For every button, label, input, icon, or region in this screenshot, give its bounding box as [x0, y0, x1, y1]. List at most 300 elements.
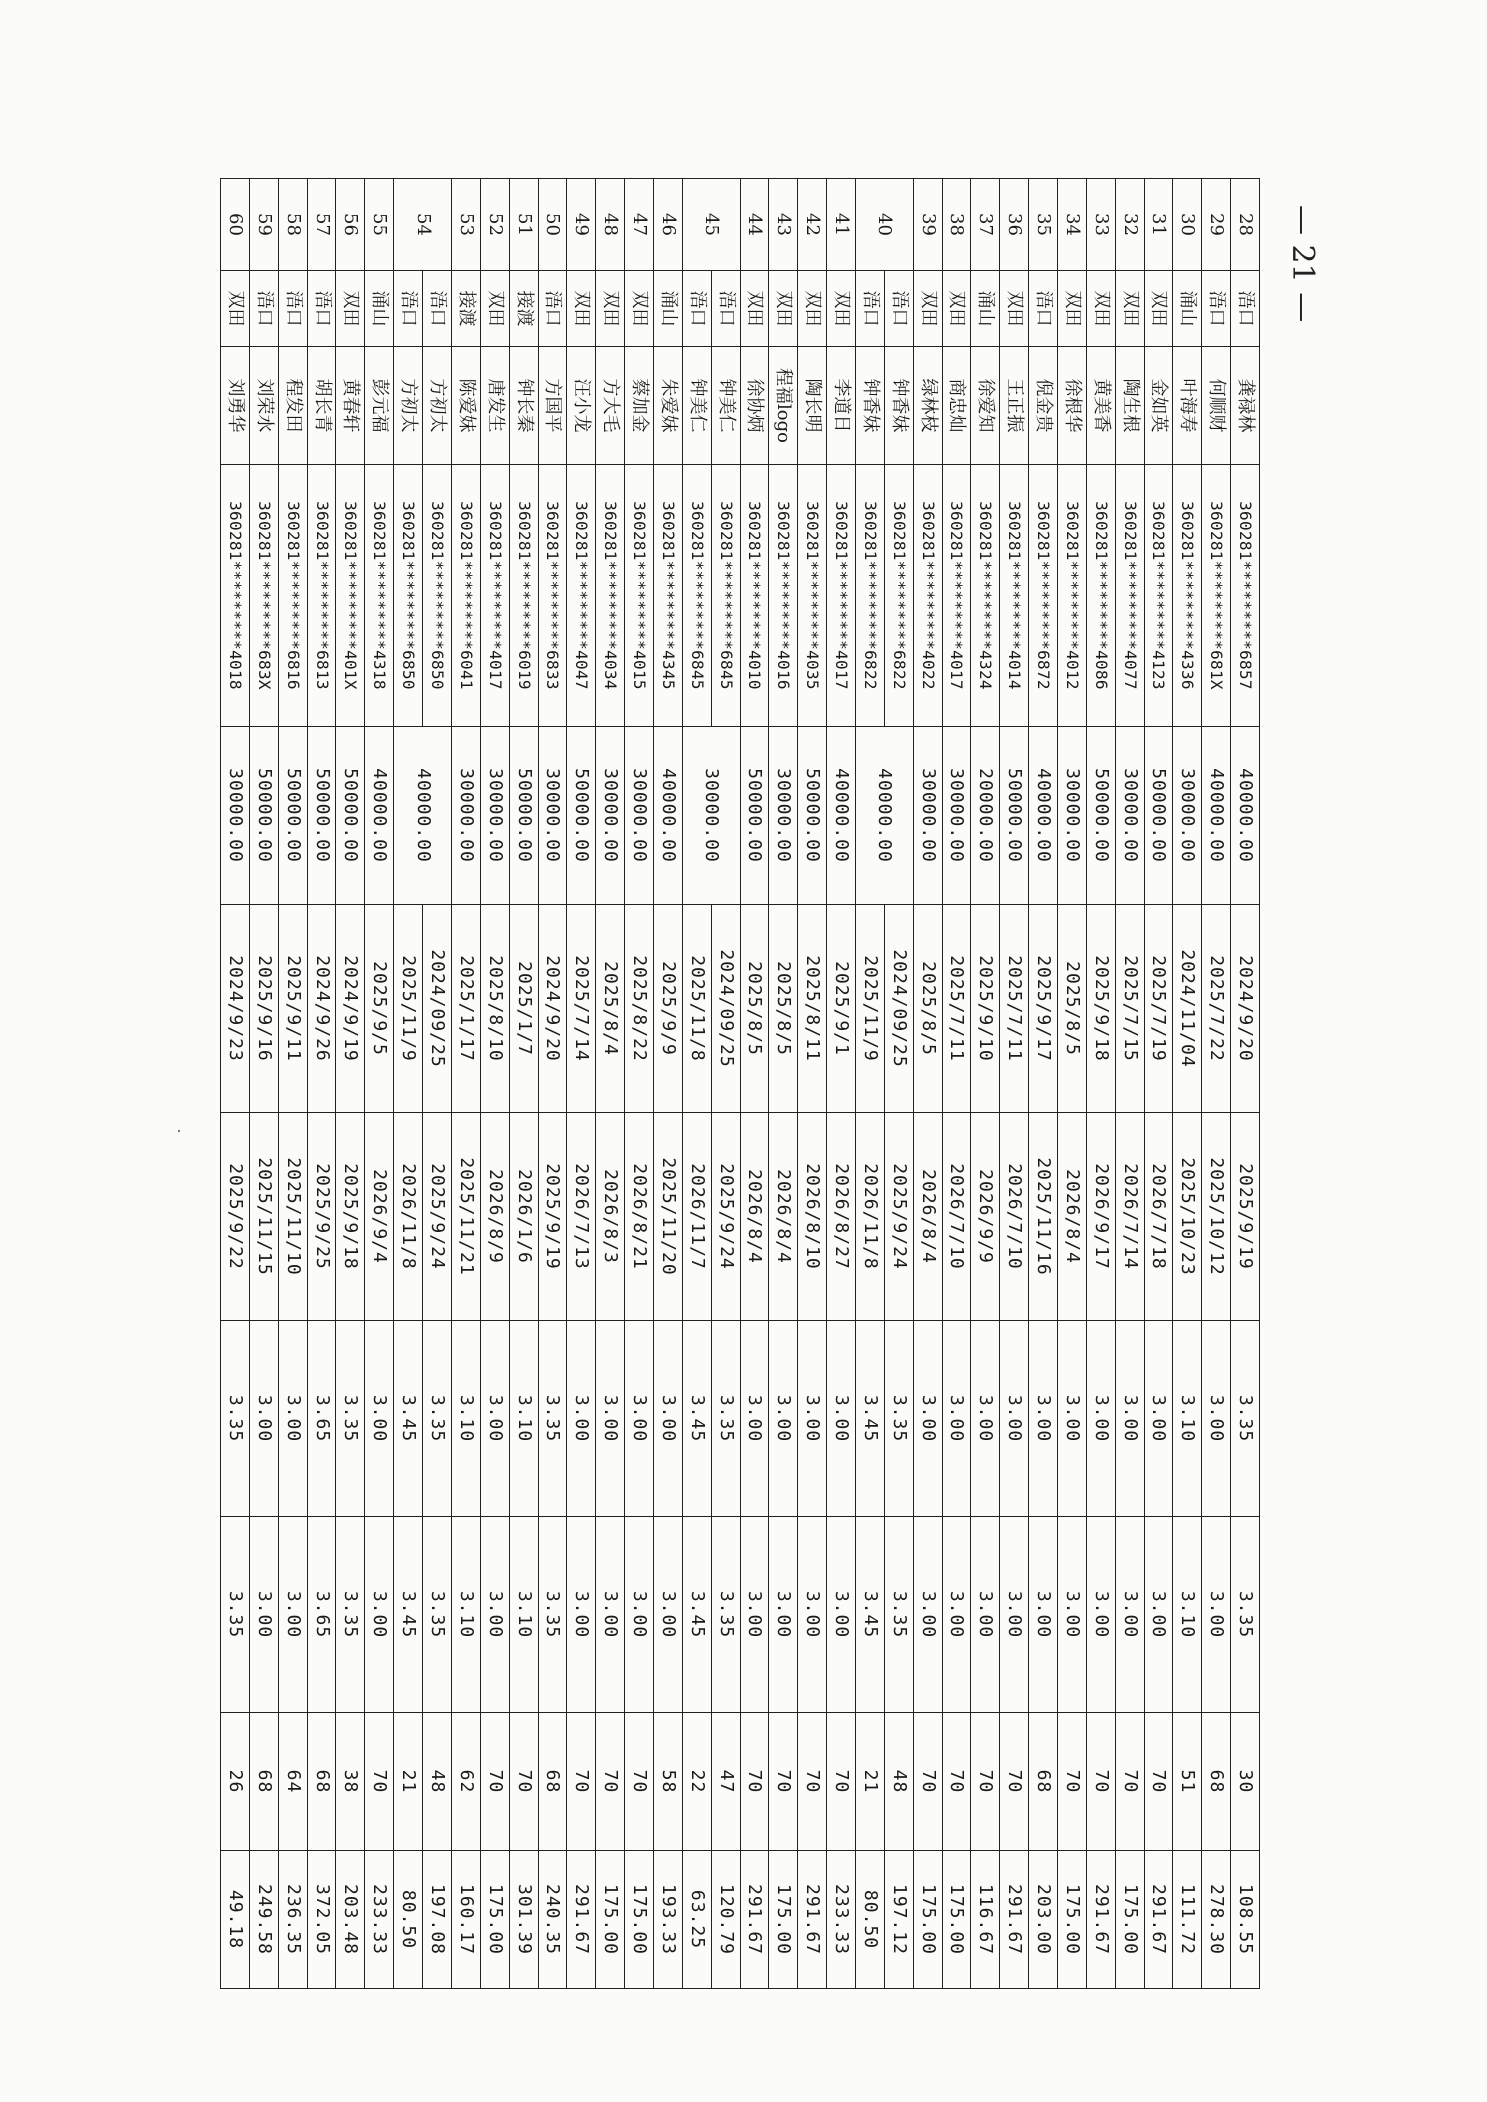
cell-name: 绿林枝 — [913, 347, 942, 465]
cell-idx: 55 — [365, 179, 394, 271]
cell-name: 蔡加金 — [625, 347, 654, 465]
cell-idx: 49 — [567, 179, 596, 271]
cell-days: 70 — [740, 1713, 769, 1851]
cell-days: 70 — [913, 1713, 942, 1851]
cell-town: 涌山 — [971, 271, 1000, 347]
cell-start: 2025/7/19 — [1144, 905, 1173, 1113]
cell-interest: 49.18 — [221, 1851, 250, 1989]
cell-idx: 37 — [971, 179, 1000, 271]
cell-name: 彭元福 — [365, 347, 394, 465]
cell-rate2: 3.00 — [249, 1517, 278, 1713]
cell-rate1: 3.45 — [682, 1321, 711, 1517]
table-row — [827, 179, 856, 1989]
cell-id: 360281*********401X — [336, 465, 365, 727]
cell-amount: 50000.00 — [1144, 727, 1173, 905]
cell-idx: 32 — [1115, 179, 1144, 271]
cell-town: 双田 — [1115, 271, 1144, 347]
cell-start: 2025/9/9 — [653, 905, 682, 1113]
cell-amount: 40000.00 — [1029, 727, 1058, 905]
cell-town: 涌山 — [1173, 271, 1202, 347]
cell-rate2: 3.45 — [855, 1517, 884, 1713]
cell-idx: 42 — [798, 179, 827, 271]
cell-name: 黄春轩 — [336, 347, 365, 465]
cell-days: 22 — [682, 1713, 711, 1851]
cell-town: 双田 — [769, 271, 798, 347]
cell-interest: 175.00 — [480, 1851, 509, 1989]
cell-idx: 52 — [480, 179, 509, 271]
cell-start: 2024/9/20 — [538, 905, 567, 1113]
cell-end: 2026/8/21 — [625, 1113, 654, 1321]
cell-rate1: 3.35 — [336, 1321, 365, 1517]
cell-name: 钟美仁 — [711, 347, 740, 465]
cell-rate1: 3.35 — [711, 1321, 740, 1517]
cell-town: 双田 — [567, 271, 596, 347]
cell-town: 接渡 — [451, 271, 480, 347]
cell-town: 双田 — [625, 271, 654, 347]
cell-idx: 50 — [538, 179, 567, 271]
cell-rate2: 3.00 — [1202, 1517, 1231, 1713]
cell-interest: 301.39 — [509, 1851, 538, 1989]
cell-start: 2025/7/15 — [1115, 905, 1144, 1113]
cell-rate2: 3.35 — [1231, 1517, 1260, 1713]
cell-idx: 57 — [307, 179, 336, 271]
table-row — [509, 179, 538, 1989]
cell-rate2: 3.10 — [509, 1517, 538, 1713]
cell-name: 朱爱妹 — [653, 347, 682, 465]
cell-name: 刘勇华 — [221, 347, 250, 465]
cell-rate1: 3.00 — [769, 1321, 798, 1517]
table-row — [653, 179, 682, 1989]
cell-interest: 193.33 — [653, 1851, 682, 1989]
cell-amount: 40000.00 — [653, 727, 682, 905]
cell-town: 双田 — [1057, 271, 1086, 347]
cell-days: 47 — [711, 1713, 740, 1851]
cell-id: 360281*********6019 — [509, 465, 538, 727]
cell-idx: 28 — [1231, 179, 1260, 271]
cell-days: 48 — [884, 1713, 913, 1851]
cell-rate2: 3.35 — [423, 1517, 452, 1713]
cell-days: 70 — [480, 1713, 509, 1851]
cell-start: 2025/8/5 — [1057, 905, 1086, 1113]
cell-days: 70 — [567, 1713, 596, 1851]
cell-town: 双田 — [1086, 271, 1115, 347]
cell-start: 2025/9/16 — [249, 905, 278, 1113]
cell-town: 双田 — [336, 271, 365, 347]
cell-start: 2024/09/25 — [711, 905, 740, 1113]
cell-interest: 160.17 — [451, 1851, 480, 1989]
cell-id: 360281*********4016 — [769, 465, 798, 727]
cell-town: 浯口 — [307, 271, 336, 347]
cell-amount: 30000.00 — [480, 727, 509, 905]
cell-amount: 30000.00 — [538, 727, 567, 905]
interest-table — [220, 178, 1260, 1989]
cell-rate2: 3.00 — [653, 1517, 682, 1713]
cell-rate1: 3.00 — [971, 1321, 1000, 1517]
cell-start: 2024/11/04 — [1173, 905, 1202, 1113]
cell-id: 360281*********4035 — [798, 465, 827, 727]
cell-days: 68 — [1202, 1713, 1231, 1851]
cell-idx: 29 — [1202, 179, 1231, 271]
cell-name: 钟美仁 — [682, 347, 711, 465]
cell-rate2: 3.00 — [913, 1517, 942, 1713]
cell-idx: 44 — [740, 179, 769, 271]
cell-town: 涌山 — [365, 271, 394, 347]
cell-id: 360281*********4010 — [740, 465, 769, 727]
cell-end: 2025/9/18 — [336, 1113, 365, 1321]
cell-rate1: 3.35 — [1231, 1321, 1260, 1517]
cell-id: 360281*********4077 — [1115, 465, 1144, 727]
cell-end: 2025/9/24 — [423, 1113, 452, 1321]
cell-amount: 40000.00 — [1202, 727, 1231, 905]
cell-rate1: 3.45 — [394, 1321, 423, 1517]
cell-town: 双田 — [1144, 271, 1173, 347]
cell-start: 2025/7/11 — [942, 905, 971, 1113]
cell-amount: 50000.00 — [278, 727, 307, 905]
cell-amount: 40000.00 — [365, 727, 394, 905]
cell-rate1: 3.35 — [538, 1321, 567, 1517]
cell-start: 2025/8/5 — [740, 905, 769, 1113]
cell-amount: 30000.00 — [769, 727, 798, 905]
cell-town: 浯口 — [1202, 271, 1231, 347]
cell-rate1: 3.00 — [249, 1321, 278, 1517]
cell-end: 2026/9/17 — [1086, 1113, 1115, 1321]
cell-days: 30 — [1231, 1713, 1260, 1851]
table-row — [567, 179, 596, 1989]
cell-town: 双田 — [221, 271, 250, 347]
cell-end: 2026/7/10 — [1000, 1113, 1029, 1321]
cell-id: 360281*********683X — [249, 465, 278, 727]
cell-rate2: 3.00 — [942, 1517, 971, 1713]
cell-days: 48 — [423, 1713, 452, 1851]
cell-start: 2025/9/11 — [278, 905, 307, 1113]
cell-rate1: 3.00 — [1202, 1321, 1231, 1517]
cell-idx: 38 — [942, 179, 971, 271]
table-row — [596, 179, 625, 1989]
table-row — [221, 179, 250, 1989]
page-number: — 21 — — [1285, 205, 1320, 323]
cell-idx: 41 — [827, 179, 856, 271]
cell-start: 2025/1/17 — [451, 905, 480, 1113]
cell-days: 68 — [538, 1713, 567, 1851]
cell-days: 21 — [855, 1713, 884, 1851]
cell-rate1: 3.00 — [1057, 1321, 1086, 1517]
cell-rate1: 3.00 — [798, 1321, 827, 1517]
cell-interest: 291.67 — [1000, 1851, 1029, 1989]
table-row — [1029, 179, 1058, 1989]
cell-name: 陈爱妹 — [451, 347, 480, 465]
cell-days: 70 — [1057, 1713, 1086, 1851]
cell-interest: 236.35 — [278, 1851, 307, 1989]
cell-rate1: 3.10 — [451, 1321, 480, 1517]
table-row — [740, 179, 769, 1989]
cell-town: 双田 — [942, 271, 971, 347]
cell-rate2: 3.00 — [798, 1517, 827, 1713]
cell-start: 2025/9/5 — [365, 905, 394, 1113]
cell-name: 徐爱知 — [971, 347, 1000, 465]
cell-town: 双田 — [1000, 271, 1029, 347]
cell-days: 70 — [365, 1713, 394, 1851]
table-row — [682, 179, 711, 1989]
cell-interest: 108.55 — [1231, 1851, 1260, 1989]
cell-end: 2025/11/16 — [1029, 1113, 1058, 1321]
cell-amount: 30000.00 — [625, 727, 654, 905]
cell-id: 360281*********4015 — [625, 465, 654, 727]
cell-town: 接渡 — [509, 271, 538, 347]
cell-amount: 50000.00 — [336, 727, 365, 905]
table-row — [480, 179, 509, 1989]
table-row — [1057, 179, 1086, 1989]
cell-town: 浯口 — [423, 271, 452, 347]
cell-rate2: 3.00 — [1057, 1517, 1086, 1713]
cell-town: 涌山 — [653, 271, 682, 347]
cell-start: 2024/9/23 — [221, 905, 250, 1113]
cell-idx: 60 — [221, 179, 250, 271]
cell-interest: 175.00 — [769, 1851, 798, 1989]
cell-town: 双田 — [596, 271, 625, 347]
cell-name: 方初太 — [394, 347, 423, 465]
cell-amount: 30000.00 — [1115, 727, 1144, 905]
cell-interest: 197.12 — [884, 1851, 913, 1989]
table-row — [365, 179, 394, 1989]
cell-rate2: 3.00 — [740, 1517, 769, 1713]
cell-name: 商忠灿 — [942, 347, 971, 465]
cell-town: 浯口 — [1231, 271, 1260, 347]
cell-name: 方初太 — [423, 347, 452, 465]
cell-id: 360281*********6816 — [278, 465, 307, 727]
cell-end: 2025/10/23 — [1173, 1113, 1202, 1321]
cell-days: 70 — [596, 1713, 625, 1851]
cell-end: 2026/8/4 — [1057, 1113, 1086, 1321]
cell-rate2: 3.10 — [1173, 1517, 1202, 1713]
cell-name: 刘荣水 — [249, 347, 278, 465]
cell-amount: 40000.00 — [394, 727, 452, 905]
cell-rate2: 3.35 — [884, 1517, 913, 1713]
cell-end: 2025/9/19 — [538, 1113, 567, 1321]
cell-amount: 20000.00 — [971, 727, 1000, 905]
cell-rate2: 3.00 — [1086, 1517, 1115, 1713]
cell-name: 唐发生 — [480, 347, 509, 465]
cell-days: 70 — [509, 1713, 538, 1851]
cell-idx: 53 — [451, 179, 480, 271]
table-row — [1086, 179, 1115, 1989]
cell-interest: 372.05 — [307, 1851, 336, 1989]
cell-id: 360281*********4034 — [596, 465, 625, 727]
cell-name: 陶生根 — [1115, 347, 1144, 465]
cell-idx: 33 — [1086, 179, 1115, 271]
cell-end: 2026/8/4 — [769, 1113, 798, 1321]
cell-id: 360281*********4318 — [365, 465, 394, 727]
cell-rate2: 3.00 — [971, 1517, 1000, 1713]
cell-town: 浯口 — [855, 271, 884, 347]
cell-name: 汪小龙 — [567, 347, 596, 465]
cell-id: 360281*********6850 — [423, 465, 452, 727]
cell-idx: 31 — [1144, 179, 1173, 271]
cell-interest: 80.50 — [855, 1851, 884, 1989]
cell-interest: 197.08 — [423, 1851, 452, 1989]
cell-rate2: 3.00 — [567, 1517, 596, 1713]
cell-days: 70 — [625, 1713, 654, 1851]
cell-days: 70 — [971, 1713, 1000, 1851]
cell-start: 2025/8/5 — [913, 905, 942, 1113]
cell-rate1: 3.10 — [509, 1321, 538, 1517]
cell-rate2: 3.00 — [365, 1517, 394, 1713]
table-row — [1173, 179, 1202, 1989]
cell-name: 黄美香 — [1086, 347, 1115, 465]
cell-start: 2025/9/18 — [1086, 905, 1115, 1113]
cell-town: 双田 — [827, 271, 856, 347]
cell-town: 浯口 — [538, 271, 567, 347]
cell-rate2: 3.00 — [480, 1517, 509, 1713]
cell-id: 360281*********4017 — [942, 465, 971, 727]
table-row — [307, 179, 336, 1989]
cell-interest: 249.58 — [249, 1851, 278, 1989]
cell-idx: 47 — [625, 179, 654, 271]
cell-town: 浯口 — [682, 271, 711, 347]
cell-start: 2025/1/7 — [509, 905, 538, 1113]
cell-idx: 46 — [653, 179, 682, 271]
cell-id: 360281*********6845 — [682, 465, 711, 727]
cell-end: 2026/7/13 — [567, 1113, 596, 1321]
table-row — [336, 179, 365, 1989]
cell-interest: 63.25 — [682, 1851, 711, 1989]
cell-end: 2026/8/3 — [596, 1113, 625, 1321]
cell-town: 浯口 — [1029, 271, 1058, 347]
cell-amount: 30000.00 — [1057, 727, 1086, 905]
cell-id: 360281*********4086 — [1086, 465, 1115, 727]
cell-end: 2026/9/9 — [971, 1113, 1000, 1321]
cell-amount: 40000.00 — [827, 727, 856, 905]
table-row — [538, 179, 567, 1989]
cell-rate1: 3.65 — [307, 1321, 336, 1517]
cell-start: 2025/11/8 — [682, 905, 711, 1113]
cell-interest: 175.00 — [942, 1851, 971, 1989]
cell-days: 70 — [942, 1713, 971, 1851]
cell-idx: 39 — [913, 179, 942, 271]
cell-id: 360281*********6833 — [538, 465, 567, 727]
cell-id: 360281*********6857 — [1231, 465, 1260, 727]
scan-speck — [178, 1130, 180, 1132]
cell-end: 2025/9/24 — [884, 1113, 913, 1321]
cell-rate2: 3.10 — [451, 1517, 480, 1713]
rotated-table-container — [220, 178, 1260, 1988]
cell-days: 58 — [653, 1713, 682, 1851]
cell-name: 何顺财 — [1202, 347, 1231, 465]
cell-interest: 278.30 — [1202, 1851, 1231, 1989]
cell-rate1: 3.00 — [625, 1321, 654, 1517]
cell-end: 2026/8/4 — [740, 1113, 769, 1321]
cell-idx: 51 — [509, 179, 538, 271]
cell-amount: 30000.00 — [682, 727, 740, 905]
cell-name: 倪金贵 — [1029, 347, 1058, 465]
cell-town: 浯口 — [249, 271, 278, 347]
cell-idx: 58 — [278, 179, 307, 271]
cell-town: 浯口 — [884, 271, 913, 347]
cell-rate1: 3.35 — [221, 1321, 250, 1517]
cell-amount: 40000.00 — [1231, 727, 1260, 905]
table-row — [423, 179, 452, 1989]
cell-rate1: 3.35 — [423, 1321, 452, 1517]
cell-rate1: 3.00 — [1115, 1321, 1144, 1517]
cell-amount: 50000.00 — [798, 727, 827, 905]
cell-end: 2025/10/12 — [1202, 1113, 1231, 1321]
cell-end: 2025/9/19 — [1231, 1113, 1260, 1321]
cell-end: 2025/9/24 — [711, 1113, 740, 1321]
cell-start: 2024/9/20 — [1231, 905, 1260, 1113]
cell-rate1: 3.00 — [740, 1321, 769, 1517]
cell-start: 2024/9/26 — [307, 905, 336, 1113]
cell-start: 2025/7/14 — [567, 905, 596, 1113]
cell-town: 浯口 — [711, 271, 740, 347]
cell-id: 360281*********6041 — [451, 465, 480, 727]
cell-rate2: 3.45 — [682, 1517, 711, 1713]
cell-days: 21 — [394, 1713, 423, 1851]
cell-days: 64 — [278, 1713, 307, 1851]
cell-end: 2025/9/25 — [307, 1113, 336, 1321]
cell-idx: 30 — [1173, 179, 1202, 271]
cell-idx: 35 — [1029, 179, 1058, 271]
cell-end: 2026/1/6 — [509, 1113, 538, 1321]
cell-rate1: 3.00 — [653, 1321, 682, 1517]
cell-name: 龚禄林 — [1231, 347, 1260, 465]
cell-interest: 291.67 — [1144, 1851, 1173, 1989]
cell-end: 2026/8/4 — [913, 1113, 942, 1321]
cell-start: 2025/8/11 — [798, 905, 827, 1113]
cell-end: 2026/9/4 — [365, 1113, 394, 1321]
cell-name: 方国平 — [538, 347, 567, 465]
table-row — [249, 179, 278, 1989]
cell-rate1: 3.00 — [278, 1321, 307, 1517]
table-row — [1000, 179, 1029, 1989]
cell-rate1: 3.00 — [1144, 1321, 1173, 1517]
cell-town: 双田 — [480, 271, 509, 347]
cell-days: 70 — [1115, 1713, 1144, 1851]
cell-start: 2025/8/10 — [480, 905, 509, 1113]
cell-idx: 54 — [394, 179, 452, 271]
cell-interest: 111.72 — [1173, 1851, 1202, 1989]
cell-rate2: 3.35 — [221, 1517, 250, 1713]
table-body — [221, 179, 1260, 1989]
cell-rate2: 3.65 — [307, 1517, 336, 1713]
cell-days: 26 — [221, 1713, 250, 1851]
cell-id: 360281*********4345 — [653, 465, 682, 727]
cell-amount: 50000.00 — [1000, 727, 1029, 905]
cell-end: 2026/8/9 — [480, 1113, 509, 1321]
cell-days: 51 — [1173, 1713, 1202, 1851]
cell-id: 360281*********6845 — [711, 465, 740, 727]
cell-rate1: 3.00 — [942, 1321, 971, 1517]
cell-interest: 291.67 — [1086, 1851, 1115, 1989]
cell-rate2: 3.00 — [1029, 1517, 1058, 1713]
cell-start: 2025/8/22 — [625, 905, 654, 1113]
cell-rate2: 3.35 — [711, 1517, 740, 1713]
cell-rate2: 3.35 — [336, 1517, 365, 1713]
cell-days: 70 — [1144, 1713, 1173, 1851]
cell-interest: 203.00 — [1029, 1851, 1058, 1989]
table-row — [1202, 179, 1231, 1989]
table-row — [798, 179, 827, 1989]
cell-amount: 50000.00 — [740, 727, 769, 905]
cell-start: 2025/9/10 — [971, 905, 1000, 1113]
cell-id: 360281*********4324 — [971, 465, 1000, 727]
cell-start: 2024/09/25 — [423, 905, 452, 1113]
cell-interest: 233.33 — [365, 1851, 394, 1989]
cell-rate1: 3.00 — [596, 1321, 625, 1517]
table-row — [625, 179, 654, 1989]
cell-rate2: 3.00 — [625, 1517, 654, 1713]
cell-name: 程发田 — [278, 347, 307, 465]
cell-interest: 175.00 — [625, 1851, 654, 1989]
cell-end: 2026/11/8 — [394, 1113, 423, 1321]
